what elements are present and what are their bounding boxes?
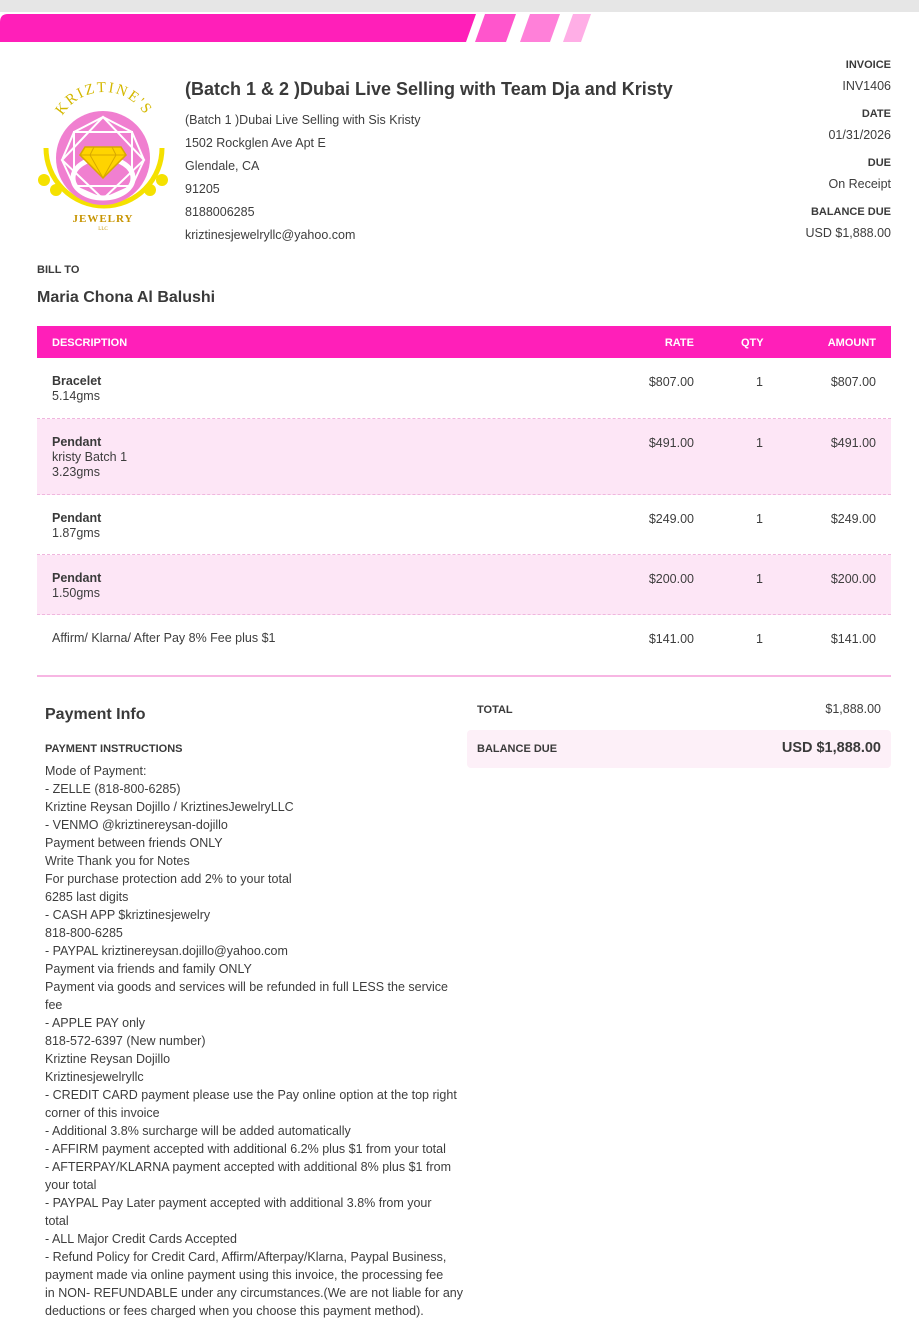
total-row [467,694,891,726]
balance-due-total-value: USD $1,888.00 [781,740,881,756]
total-label: TOTAL [477,704,513,716]
company-address-city: Glendale, CA [185,159,260,173]
company-subtitle: (Batch 1 )Dubai Live Selling with Sis Kristy [185,113,421,127]
item-title: Pendant [52,511,102,525]
item-note: 1.50gms [52,586,100,600]
payment-instruction-line: Kriztinesjewelryllc [45,1070,144,1084]
item-qty: 1 [756,632,763,646]
invoice-number-label: INVOICE [845,59,891,71]
company-address-zip: 91205 [185,182,220,196]
payment-instruction-line: - APPLE PAY only [45,1016,146,1030]
payment-instruction-line: corner of this invoice [45,1106,160,1120]
item-note: kristy Batch 1 [52,450,128,464]
payment-instruction-line: 818-800-6285 [45,926,123,940]
payment-instruction-line: Kriztine Reysan Dojillo [45,1052,171,1066]
payment-instruction-line: - AFFIRM payment accepted with additional 6.2% plus $1 from your total [45,1142,446,1156]
item-amount: $807.00 [830,375,876,389]
item-rate: $491.00 [648,436,694,450]
company-email[interactable]: kriztinesjewelryllc@yahoo.com [185,228,356,242]
total-value: $1,888.00 [825,702,881,716]
balance-due-value: USD $1,888.00 [805,226,891,240]
payment-instruction-line: total [45,1214,69,1228]
table-row [37,555,891,615]
logo-top-text: KRIZTINE'S [52,82,156,119]
table-header [37,326,891,358]
table-row [37,615,891,675]
payment-instruction-line: deductions or fees charged when you choose this payment method). [45,1304,424,1318]
payment-instruction-line: 6285 last digits [45,890,129,904]
top-gray-strip [0,0,919,12]
item-amount: $249.00 [830,512,876,526]
invoice-date: 01/31/2026 [828,128,891,142]
payment-instruction-line: - CREDIT CARD payment please use the Pay online option at the top right [45,1088,457,1102]
item-title: Affirm/ Klarna/ After Pay 8% Fee plus $1 [52,631,276,645]
payment-instruction-line: payment made via online payment using this invoice, the processing fee [45,1268,444,1282]
invoice-number: INV1406 [842,79,891,93]
table-row [37,495,891,555]
item-qty: 1 [756,436,763,450]
table-row [37,419,891,495]
item-note: 3.23gms [52,465,100,479]
logo-bottom-text: JEWELRY [72,213,134,225]
payment-instruction-line: - PAYPAL Pay Later payment accepted with additional 3.8% from your [45,1196,432,1210]
company-phone: 8188006285 [185,205,255,219]
line-items-table [37,326,891,677]
bill-to-label: BILL TO [37,264,80,276]
item-description [52,374,101,404]
item-note: 5.14gms [52,389,100,403]
item-title: Pendant [52,435,102,449]
item-title: Pendant [52,571,102,585]
payment-instruction-line: fee [45,998,63,1012]
item-qty: 1 [756,572,763,586]
payment-instruction-line: in NON- REFUNDABLE under any circumstances.(We are not liable for any [45,1286,463,1300]
payment-instruction-line: Write Thank you for Notes [45,854,190,868]
item-description [52,631,276,646]
payment-info [45,706,470,1320]
due-value: On Receipt [828,177,891,191]
payment-instruction-line: - CASH APP $kriztinesjewelry [45,908,211,922]
payment-instructions-text [45,762,470,1320]
balance-due-row [467,730,891,768]
payment-instruction-line: - AFTERPAY/KLARNA payment accepted with additional 8% plus $1 from [45,1160,451,1174]
header-rate: RATE [664,337,694,349]
company-address-street: 1502 Rockglen Ave Apt E [185,136,326,150]
payment-instruction-line: - ALL Major Credit Cards Accepted [45,1232,237,1246]
payment-instruction-line: Payment via friends and family ONLY [45,962,252,976]
item-rate: $807.00 [648,375,694,389]
payment-instruction-line: Payment between friends ONLY [45,836,223,850]
item-amount: $491.00 [830,436,876,450]
invoice-date-label: DATE [861,108,891,120]
bill-to-name: Maria Chona Al Balushi [37,289,216,306]
payment-instruction-line: Payment via goods and services will be refunded in full LESS the service [45,980,448,994]
item-rate: $249.00 [648,512,694,526]
item-note: 1.87gms [52,526,100,540]
header-qty: QTY [741,337,764,349]
item-qty: 1 [756,512,763,526]
payment-info-title: Payment Info [45,706,146,723]
invoice-meta [671,58,891,254]
item-amount: $200.00 [830,572,876,586]
payment-instruction-line: - VENMO @kriztinereysan-dojillo [45,818,228,832]
item-title: Bracelet [52,374,102,388]
payment-instruction-line: - ZELLE (818-800-6285) [45,782,181,796]
header-amount: AMOUNT [827,337,876,349]
item-description [52,511,101,541]
payment-instruction-line: your total [45,1178,97,1192]
header-accent-bar [0,12,919,44]
header-description: DESCRIPTION [52,337,128,349]
payment-instruction-line: - Additional 3.8% surcharge will be added automatically [45,1124,351,1138]
item-description [52,435,127,480]
due-label: DUE [867,157,891,169]
logo-tiny-text: LLC [98,227,108,232]
payment-instruction-line: Kriztine Reysan Dojillo / KriztinesJewelryLLC [45,800,294,814]
item-rate: $200.00 [648,572,694,586]
company-info [185,78,745,247]
company-logo [34,82,172,232]
payment-instruction-line: - Refund Policy for Credit Card, Affirm/Afterpay/Klarna, Paypal Business, [45,1250,447,1264]
payment-instructions-label: PAYMENT INSTRUCTIONS [45,743,183,755]
company-name: (Batch 1 & 2 )Dubai Live Selling with Team Dja and Kristy [185,79,673,99]
item-description [52,571,101,601]
table-bottom-border [37,675,891,677]
balance-due-total-label: BALANCE DUE [477,743,558,755]
totals-box [467,694,891,768]
item-amount: $141.00 [830,632,876,646]
item-rate: $141.00 [648,632,694,646]
payment-instruction-line: 818-572-6397 (New number) [45,1034,206,1048]
item-qty: 1 [756,375,763,389]
balance-due-label: BALANCE DUE [810,206,891,218]
payment-instruction-line: For purchase protection add 2% to your total [45,872,292,886]
table-row [37,358,891,419]
payment-instruction-line: - PAYPAL kriztinereysan.dojillo@yahoo.com [45,944,288,958]
payment-instruction-line: Mode of Payment: [45,764,147,778]
